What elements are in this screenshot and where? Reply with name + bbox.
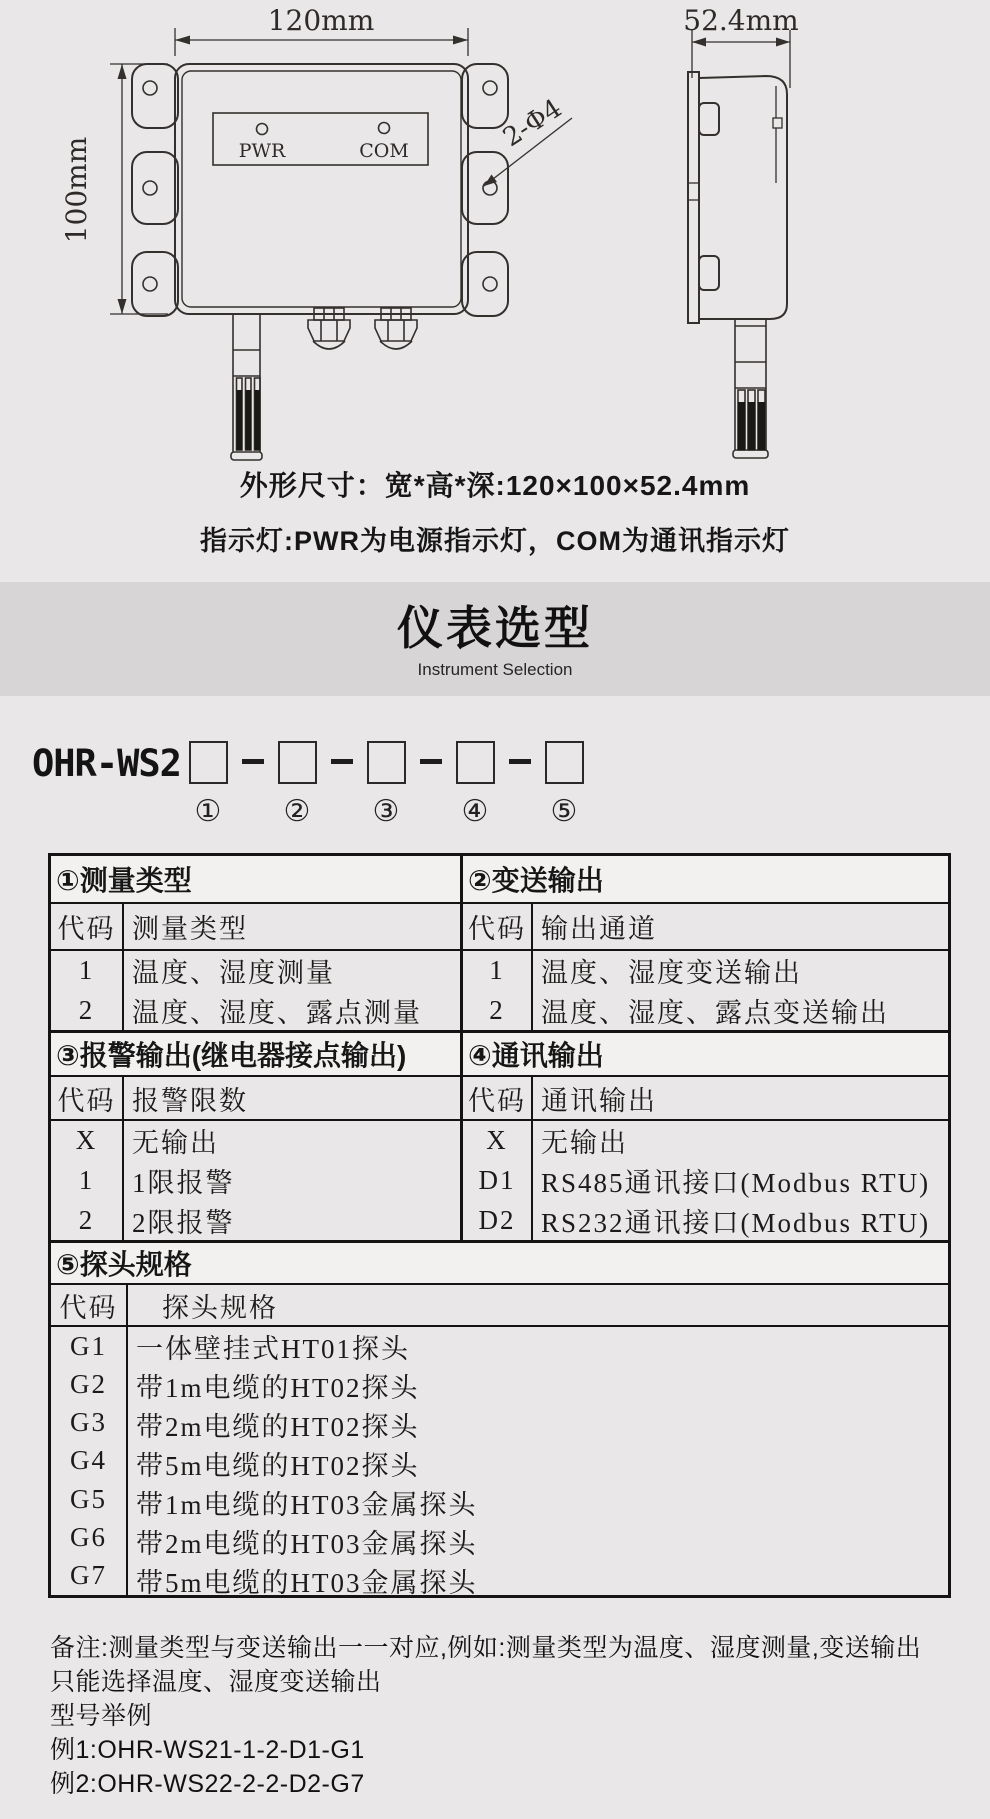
group1-codes [51, 951, 124, 1030]
code-value: G4 [70, 1445, 107, 1476]
code-value: D2 [478, 1204, 516, 1235]
model-pos-1: ① [194, 794, 222, 829]
code-value: G1 [70, 1330, 107, 1361]
code-value: 2 [78, 994, 95, 1025]
front-width-label: 120mm [267, 4, 375, 37]
code-header: 代码 [51, 1285, 128, 1325]
note-line: 备注:测量类型与变送输出一一对应,例如:测量类型为温度、湿度测量,变送输出 [50, 1634, 922, 1662]
com-led-label: COM [359, 140, 409, 162]
note-line: 例2:OHR-WS22-2-2-D2-G7 [50, 1770, 365, 1798]
table-header-row-3 [51, 1243, 948, 1285]
code-value: X [75, 1125, 98, 1156]
table-body-2 [51, 1121, 948, 1243]
group4-title: ④通讯输出 [468, 1040, 604, 1071]
desc-value: 温度、湿度测量 [132, 958, 335, 989]
desc-value: 带2m电缆的HT02探头 [136, 1412, 420, 1442]
table-subheader-row-3 [51, 1285, 948, 1327]
group1-title: ①测量类型 [51, 856, 463, 902]
footnotes [50, 1631, 950, 1801]
technical-drawing [0, 0, 990, 470]
model-prefix: OHR-WS2 [32, 742, 181, 785]
model-box-3 [367, 741, 406, 784]
side-depth-label: 52.4mm [683, 4, 799, 37]
selection-table [48, 853, 951, 1598]
code-value: G5 [70, 1483, 107, 1514]
group5-title: ⑤探头规格 [56, 1249, 192, 1280]
front-height-dimension [110, 64, 168, 314]
group2-descs [533, 951, 948, 1030]
note-line: 例1:OHR-WS21-1-2-D1-G1 [50, 1736, 365, 1764]
desc-value: 一体壁挂式HT01探头 [136, 1334, 410, 1364]
code-value: G2 [70, 1368, 107, 1399]
desc-value: 无输出 [541, 1128, 628, 1159]
pwr-led-label: PWR [238, 140, 286, 162]
group1-value-header: 测量类型 [124, 904, 463, 949]
table-subheader-row-1 [51, 904, 948, 951]
group5-codes [51, 1327, 128, 1595]
group5-descs [128, 1327, 948, 1598]
section-title: 仪表选型 [397, 602, 593, 654]
model-dash [420, 759, 442, 764]
desc-value: 带5m电缆的HT02探头 [136, 1451, 420, 1481]
model-dash [509, 759, 531, 764]
desc-value: 带1m电缆的HT02探头 [136, 1373, 420, 1403]
code-value: G3 [70, 1407, 107, 1438]
front-view [132, 64, 508, 316]
model-pos-5: ⑤ [550, 794, 578, 829]
model-box-2 [278, 741, 317, 784]
table-header-row-1 [51, 856, 948, 904]
code-value: 1 [78, 955, 95, 986]
model-dash [242, 759, 264, 764]
model-dash [331, 759, 353, 764]
desc-value: 2限报警 [132, 1207, 235, 1238]
dimensions-caption: 外形尺寸：宽*高*深:120×100×52.4mm [239, 470, 751, 501]
pwr-led-icon [257, 124, 268, 135]
model-box-5 [545, 741, 584, 784]
table-body-1 [51, 951, 948, 1033]
front-height-label: 100mm [60, 136, 93, 244]
code-value: X [486, 1125, 508, 1156]
desc-value: RS485通讯接口(Modbus RTU) [541, 1168, 931, 1198]
code-value: 1 [489, 955, 505, 986]
desc-value: 温度、湿度变送输出 [541, 958, 802, 989]
table-subheader-row-2 [51, 1077, 948, 1121]
group3-title: ③报警输出(继电器接点输出) [51, 1033, 463, 1075]
side-depth-dimension [692, 30, 790, 88]
model-pos-3: ③ [372, 794, 400, 829]
code-value: 1 [78, 1165, 95, 1195]
desc-value: RS232通讯接口(Modbus RTU) [541, 1207, 931, 1238]
group3-codes [51, 1121, 124, 1240]
table-header-row-2 [51, 1033, 948, 1077]
desc-value: 带5m电缆的HT03金属探头 [136, 1568, 478, 1598]
section-subtitle: Instrument Selection [417, 660, 573, 679]
desc-value: 温度、湿度、露点测量 [132, 997, 422, 1028]
desc-value: 带1m电缆的HT03金属探头 [136, 1490, 478, 1520]
desc-value: 1限报警 [132, 1168, 235, 1198]
group3-value-header: 报警限数 [124, 1077, 463, 1119]
group2-codes [463, 951, 533, 1030]
side-probe-stripes [738, 402, 765, 450]
note-line: 型号举例 [50, 1702, 153, 1730]
hole-callout-label: 2-Φ4 [497, 93, 568, 154]
indicators-caption: 指示灯:PWR为电源指示灯，COM为通讯指示灯 [200, 526, 790, 556]
group3-descs [124, 1121, 463, 1240]
com-led-icon [379, 123, 390, 134]
desc-value: 无输出 [132, 1128, 219, 1159]
desc-value: 温度、湿度、露点变送输出 [541, 997, 889, 1028]
desc-value: 带2m电缆的HT03金属探头 [136, 1529, 478, 1559]
group4-descs [533, 1121, 948, 1240]
group4-codes [463, 1121, 533, 1240]
code-header: 代码 [51, 904, 124, 949]
code-value: 2 [489, 994, 505, 1025]
front-probe-stripes [237, 390, 261, 450]
group4-value-header: 通讯输出 [541, 1085, 657, 1116]
code-header: 代码 [463, 904, 533, 949]
code-header: 代码 [463, 1077, 533, 1119]
code-value: 2 [78, 1204, 95, 1235]
note-line: 只能选择温度、湿度变送输出 [50, 1668, 382, 1696]
group2-title: ②变送输出 [468, 865, 604, 896]
side-view [688, 72, 787, 323]
model-pos-2: ② [283, 794, 311, 829]
group1-descs [124, 951, 463, 1030]
model-box-4 [456, 741, 495, 784]
code-value: G7 [70, 1560, 107, 1591]
code-value: D1 [478, 1165, 516, 1195]
code-value: G6 [70, 1522, 107, 1553]
code-header: 代码 [51, 1077, 124, 1119]
group5-value-header: 探头规格 [162, 1292, 278, 1323]
section-banner [0, 582, 990, 696]
model-box-1 [189, 741, 228, 784]
table-body-3 [51, 1327, 948, 1598]
group2-value-header: 输出通道 [541, 914, 657, 944]
model-pos-4: ④ [461, 794, 489, 829]
